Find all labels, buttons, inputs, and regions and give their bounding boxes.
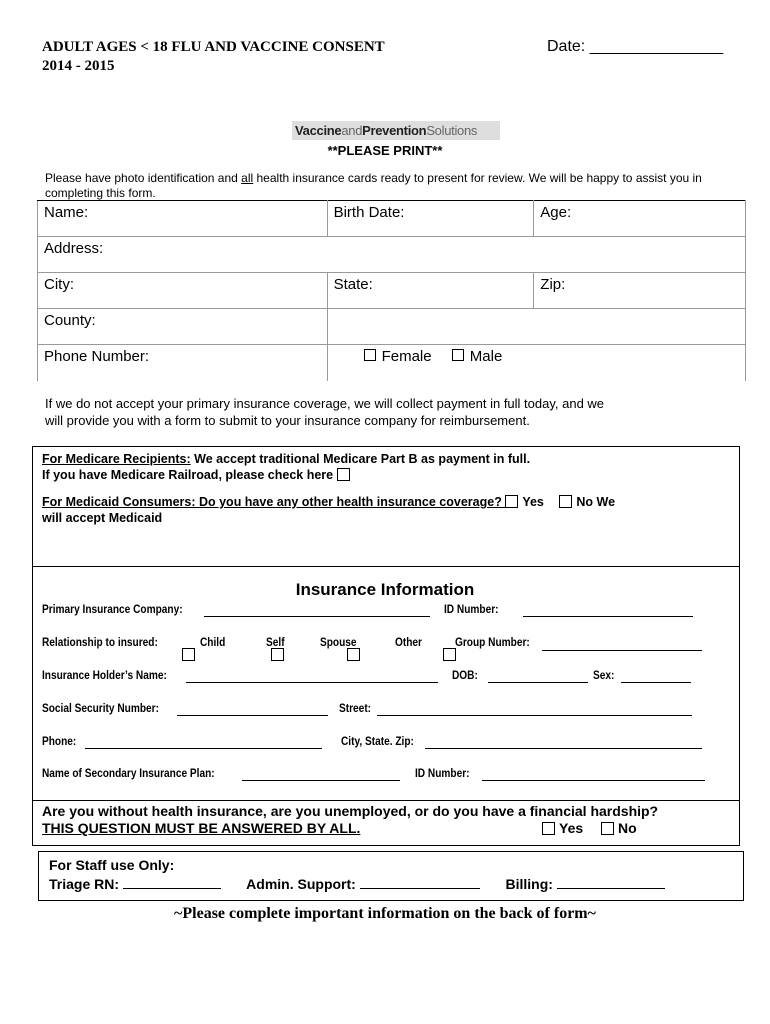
payment-notice-line1: If we do not accept your primary insurance coverage, we will collect payment in full today, and we [45, 396, 605, 411]
hardship-line1: Are you without health insurance, are you unemployed, or do you have a financial hardship? [42, 803, 659, 819]
street-label: Street: [339, 703, 372, 715]
holder-name-line[interactable] [186, 682, 438, 683]
city-label: City: [44, 276, 74, 293]
logo-text-2: and [341, 123, 363, 138]
medicaid-label: For Medicaid Consumers: Do you have any other health insurance coverage? [42, 495, 506, 509]
intro-after: health insurance cards ready to present for review. We will be happy to assist you in completing this form. [45, 171, 702, 200]
id-number2-label: ID Number: [415, 768, 470, 780]
footer-note: ~Please complete important information on the back of form~ [174, 905, 596, 922]
sex-line[interactable] [621, 682, 691, 683]
spouse-label: Spouse [320, 637, 357, 649]
intro-before: Please have photo identification and [45, 171, 242, 185]
hardship-yes-checkbox[interactable] [542, 822, 555, 835]
state-label: State: [333, 276, 373, 293]
birth-date-label: Birth Date: [333, 204, 405, 221]
child-checkbox[interactable] [182, 648, 195, 661]
please-print-heading: **PLEASE PRINT** [327, 143, 443, 158]
form-title [42, 38, 385, 76]
child-label: Child [200, 637, 226, 649]
phone-label: Phone Number: [44, 348, 150, 365]
intro-text [45, 171, 735, 201]
billing-label: Billing: [505, 876, 557, 892]
medicare-label: For Medicare Recipients: [42, 452, 191, 466]
medicaid-line2: will accept Medicaid [42, 511, 163, 525]
admin-line[interactable] [360, 874, 480, 889]
medicaid-no-checkbox[interactable] [559, 495, 572, 508]
age-field[interactable] [534, 201, 746, 237]
self-label: Self [266, 637, 285, 649]
ssn-line[interactable] [177, 715, 328, 716]
staff-section [49, 856, 665, 893]
dob-line[interactable] [488, 682, 588, 683]
medicare-text: We accept traditional Medicare Part B as payment in full. [190, 452, 531, 466]
primary-company-label: Primary Insurance Company: [42, 604, 183, 616]
insurance-info-box [32, 566, 740, 801]
county-field[interactable] [38, 309, 328, 345]
id-number-label: ID Number: [444, 604, 499, 616]
hardship-no-checkbox[interactable] [601, 822, 614, 835]
holder-name-label: Insurance Holder’s Name: [42, 670, 167, 682]
logo-text-3: Prevention [362, 123, 427, 138]
id-number2-line[interactable] [482, 780, 705, 781]
city-field[interactable] [38, 273, 328, 309]
medicaid-yes-checkbox[interactable] [505, 495, 518, 508]
payment-notice [45, 395, 685, 429]
state-field[interactable] [327, 273, 534, 309]
staff-title: For Staff use Only: [49, 857, 175, 873]
form-title-line1: ADULT AGES < 18 FLU AND VACCINE CONSENT [42, 39, 385, 55]
city-state-zip-line[interactable] [425, 748, 702, 749]
logo-text-4: Solutions [426, 123, 478, 138]
address-field[interactable] [38, 237, 746, 273]
self-checkbox[interactable] [271, 648, 284, 661]
vaccine-prevention-logo [292, 121, 500, 140]
sex-label: Sex: [593, 670, 615, 682]
gender-cell [327, 345, 745, 381]
medicare-railroad-checkbox[interactable] [337, 468, 350, 481]
male-checkbox[interactable] [452, 349, 464, 361]
medicaid-section [42, 494, 615, 526]
patient-info-table [37, 200, 746, 381]
relationship-label: Relationship to insured: [42, 637, 158, 649]
zip-label: Zip: [540, 276, 566, 293]
triage-line[interactable] [123, 874, 221, 889]
group-number-line[interactable] [542, 650, 702, 651]
name-label: Name: [44, 204, 89, 221]
medicaid-no-label: No We [576, 495, 616, 509]
primary-company-line[interactable] [204, 616, 430, 617]
billing-line[interactable] [557, 874, 665, 889]
age-label: Age: [540, 204, 572, 221]
form-title-line2: 2014 - 2015 [42, 58, 115, 74]
admin-label: Admin. Support: [246, 876, 360, 892]
medicare-railroad-text: If you have Medicare Railroad, please check here [42, 468, 337, 482]
hardship-question [42, 803, 732, 837]
phone-label-ins: Phone: [42, 736, 77, 748]
hardship-no-label: No [618, 820, 637, 836]
medicare-section [42, 451, 530, 483]
triage-label: Triage RN: [49, 876, 123, 892]
birth-date-field[interactable] [327, 201, 534, 237]
city-state-zip-label: City, State. Zip: [341, 736, 414, 748]
medicaid-yes-label: Yes [522, 495, 544, 509]
id-number-line[interactable] [523, 616, 693, 617]
dob-label: DOB: [452, 670, 478, 682]
zip-field[interactable] [534, 273, 746, 309]
county-blank-cell [327, 309, 745, 345]
ins-phone-line[interactable] [85, 748, 322, 749]
secondary-plan-line[interactable] [242, 780, 400, 781]
street-line[interactable] [377, 715, 692, 716]
female-label: Female [381, 348, 432, 365]
male-label: Male [469, 348, 503, 365]
spouse-checkbox[interactable] [347, 648, 360, 661]
address-label: Address: [44, 240, 104, 257]
payment-notice-line2: will provide you with a form to submit to your insurance company for reimbursement. [45, 413, 530, 428]
hardship-line2: THIS QUESTION MUST BE ANSWERED BY ALL. [42, 820, 361, 836]
county-label: County: [44, 312, 96, 329]
other-checkbox[interactable] [443, 648, 456, 661]
intro-underlined: all [241, 171, 254, 185]
logo-text-1: Vaccine [295, 123, 342, 138]
phone-field[interactable] [38, 345, 328, 381]
name-field[interactable] [38, 201, 328, 237]
female-checkbox[interactable] [364, 349, 376, 361]
secondary-plan-label: Name of Secondary Insurance Plan: [42, 768, 215, 780]
hardship-yes-label: Yes [559, 820, 584, 836]
other-label: Other [395, 637, 422, 649]
hardship-options [542, 820, 637, 837]
date-field[interactable]: Date: _______________ [547, 38, 724, 55]
ssn-label: Social Security Number: [42, 703, 159, 715]
group-number-label: Group Number: [455, 637, 530, 649]
insurance-info-title: Insurance Information [295, 580, 475, 599]
